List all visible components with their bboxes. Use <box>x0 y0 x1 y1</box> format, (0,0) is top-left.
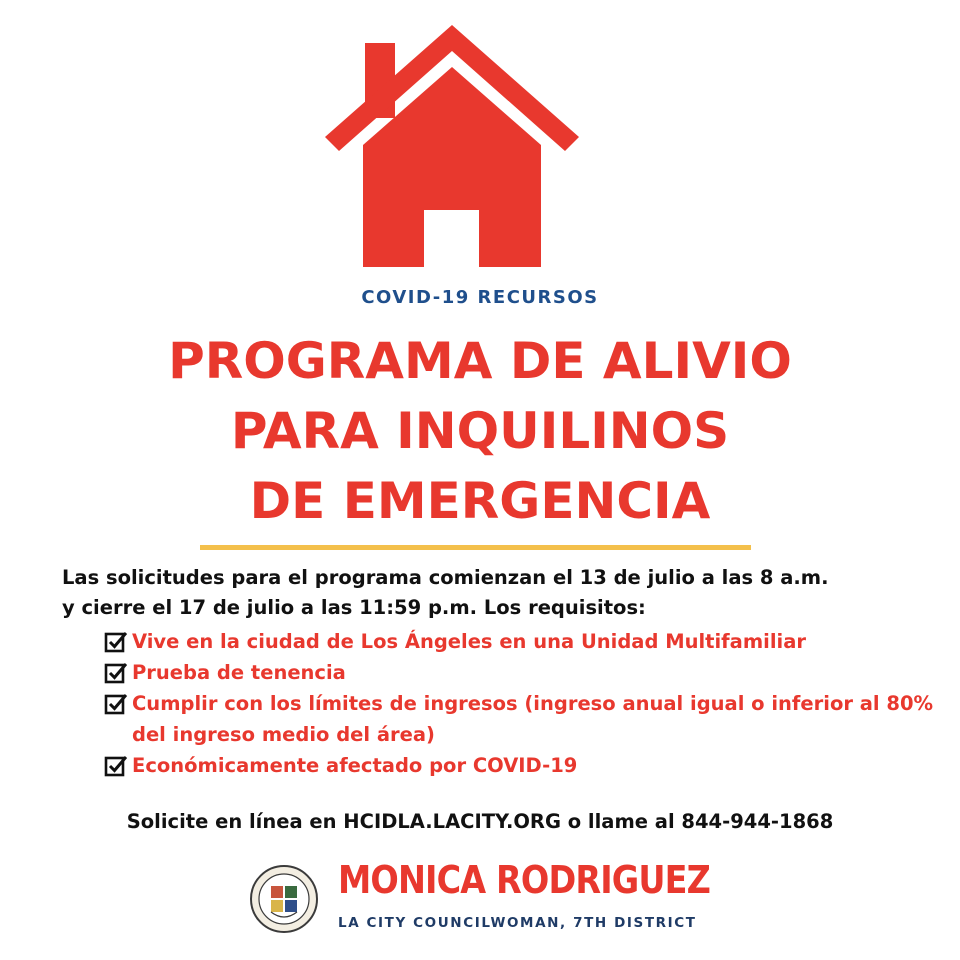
requirement-text: Vive en la ciudad de Los Ángeles en una Unidad Multifamiliar <box>132 630 806 653</box>
checkbox-icon <box>104 626 132 657</box>
title-line-1: PROGRAMA DE ALIVIO <box>168 332 792 390</box>
title-underline <box>200 545 751 550</box>
subtitle: COVID-19 RECURSOS <box>361 287 599 308</box>
brand-name: MONICA RODRIGUEZ <box>338 858 710 902</box>
title-line-2: PARA INQUILINOS <box>230 402 730 460</box>
intro-line-1: Las solicitudes para el programa comienzan el 13 de julio a las 8 a.m. <box>62 566 829 589</box>
call-to-action: Solicite en línea en HCIDLA.LACITY.ORG o llame al 844-944-1868 <box>126 810 834 833</box>
requirement-item <box>104 750 934 781</box>
page-title <box>0 326 960 536</box>
requirement-item <box>104 626 934 657</box>
checkbox-icon <box>104 657 132 688</box>
requirements-list <box>104 626 934 781</box>
requirement-item <box>104 657 934 688</box>
house-icon <box>325 25 580 270</box>
brand-role: LA CITY COUNCILWOMAN, 7TH DISTRICT <box>338 915 697 931</box>
city-seal-icon <box>249 864 319 934</box>
title-line-3: DE EMERGENCIA <box>249 472 711 530</box>
requirement-text: Económicamente afectado por COVID-19 <box>132 754 578 777</box>
intro-line-2: y cierre el 17 de julio a las 11:59 p.m. Los requisitos: <box>62 596 646 619</box>
requirement-item <box>104 688 934 750</box>
requirement-text: Prueba de tenencia <box>132 661 346 684</box>
checkbox-icon <box>104 688 132 719</box>
checkbox-icon <box>104 750 132 781</box>
intro-text <box>62 563 942 623</box>
requirement-text: Cumplir con los límites de ingresos (ingreso anual igual o inferior al 80% del ingreso medio del área) <box>132 692 934 746</box>
